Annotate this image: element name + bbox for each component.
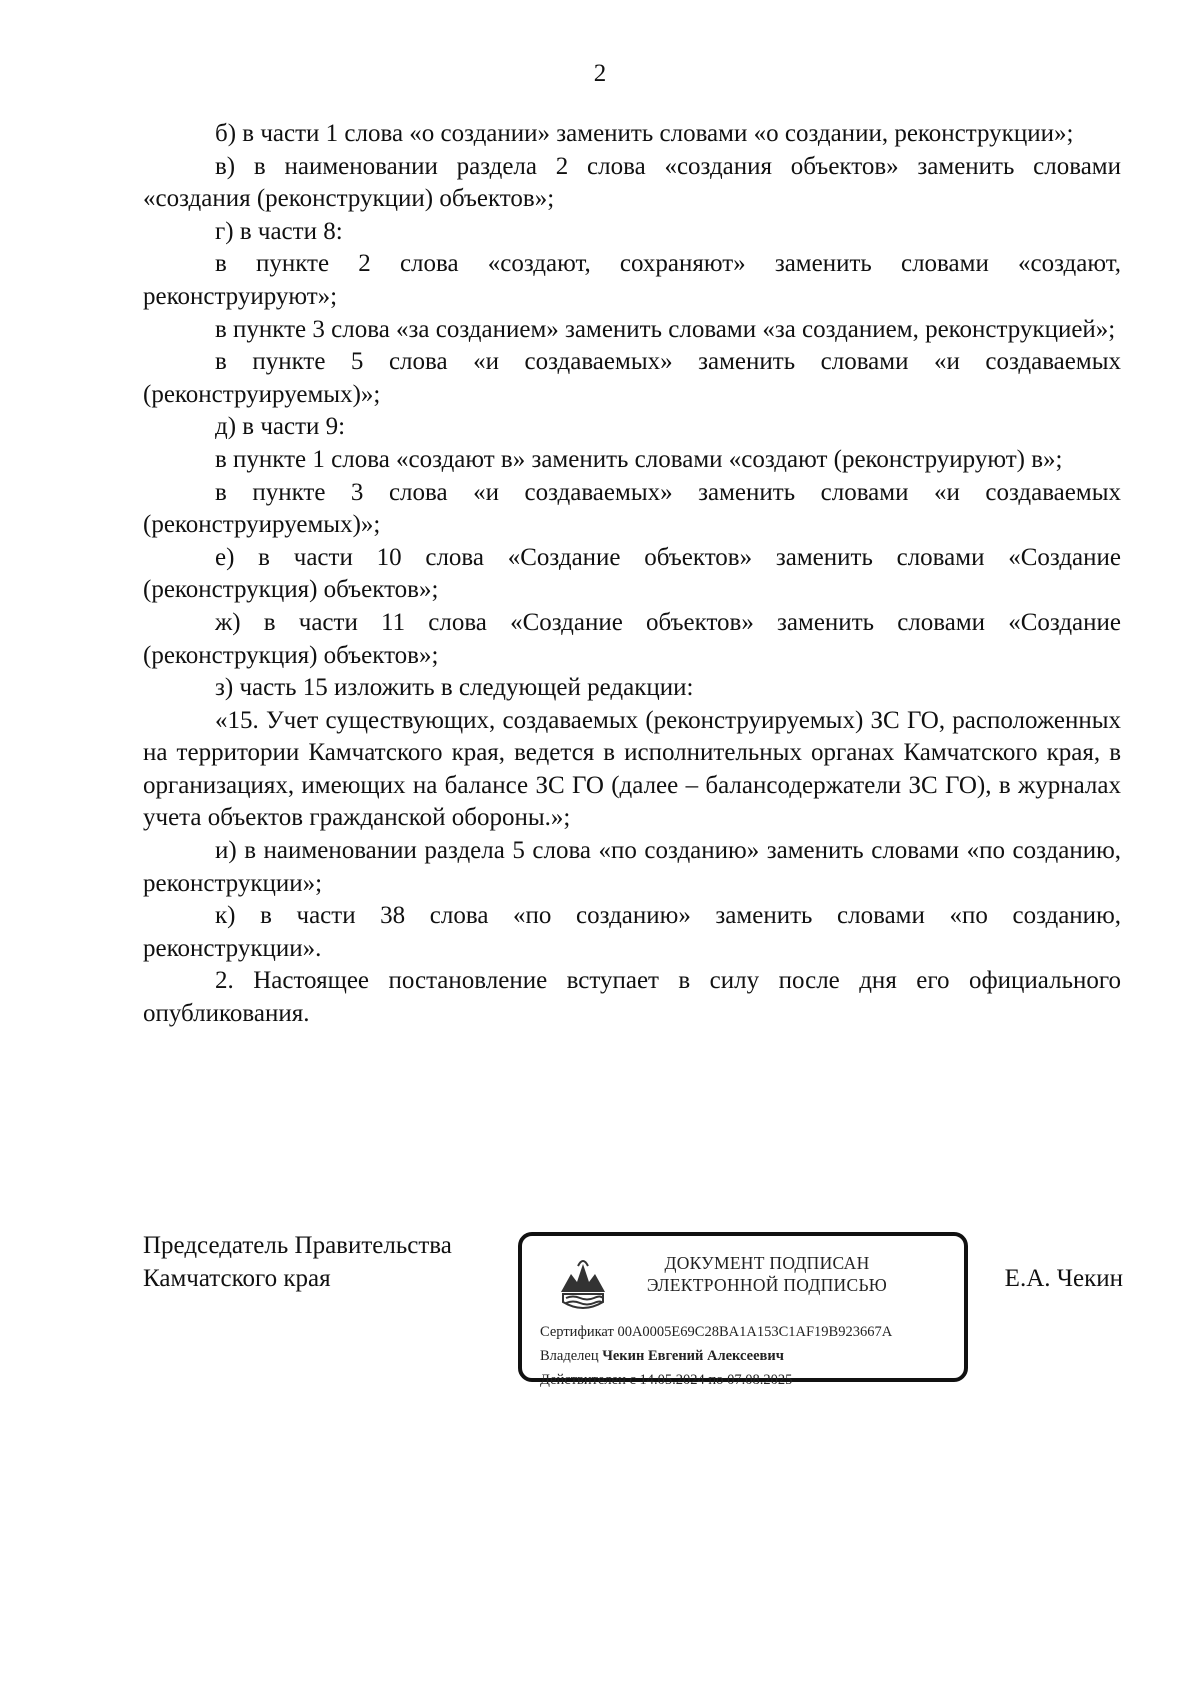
paragraph: в пункте 1 слова «создают в» заменить словами «создают (реконструируют) в»; bbox=[215, 445, 1063, 473]
validity-label: Действителен bbox=[540, 1372, 626, 1388]
paragraph: в пункте 3 слова «за созданием» заменить словами «за созданием, реконструкцией»; bbox=[215, 315, 1116, 343]
stamp-heading bbox=[622, 1252, 912, 1296]
paragraph: б) в части 1 слова «о создании» заменить словами «о создании, реконструкции»; bbox=[215, 120, 1074, 147]
paragraph: г) в части 8: bbox=[215, 217, 343, 245]
paragraph: з) часть 15 изложить в следующей редакции: bbox=[215, 674, 694, 702]
paragraph: ж) в части 11 слова «Создание объектов» заменить словами «Создание (реконструкция) объектов»; bbox=[143, 608, 1121, 669]
validity-row bbox=[540, 1368, 892, 1392]
paragraph: д) в части 9: bbox=[215, 413, 346, 441]
signatory-title-line: Камчатского края bbox=[143, 1264, 331, 1292]
stamp-heading-line: ДОКУМЕНТ ПОДПИСАН bbox=[664, 1253, 870, 1273]
signatory-title bbox=[143, 1230, 452, 1295]
paragraph: и) в наименовании раздела 5 слова «по созданию» заменить словами «по созданию, реконструкции»; bbox=[143, 837, 1121, 897]
signatory-title-line: Председатель Правительства bbox=[143, 1232, 452, 1259]
paragraph: 2. Настоящее постановление вступает в силу после дня его официального опубликования. bbox=[143, 967, 1121, 1028]
owner-row bbox=[540, 1344, 892, 1368]
paragraph: в пункте 3 слова «и создаваемых» заменить словами «и создаваемых (реконструируемых)»; bbox=[143, 478, 1121, 539]
certificate-label: Сертификат bbox=[540, 1324, 614, 1340]
paragraph: е) в части 10 слова «Создание объектов» заменить словами «Создание (реконструкция) объектов»; bbox=[143, 543, 1121, 604]
kamchatka-coat-of-arms-icon bbox=[558, 1256, 608, 1314]
paragraph: к) в части 38 слова «по созданию» заменить словами «по созданию, реконструкции». bbox=[143, 902, 1121, 962]
owner-label: Владелец bbox=[540, 1348, 599, 1364]
certificate-row bbox=[540, 1320, 892, 1344]
signatory-name: Е.А. Чекин bbox=[1004, 1265, 1123, 1292]
paragraph: «15. Учет существующих, создаваемых (реконструируемых) ЗС ГО, расположенных на территории Камчатского края, ведется в исполнительных органах Камчатского края, в организациях, имеющих на балансе ЗС ГО (далее – балансодержатели ЗС ГО), в журналах учета объектов гражданской обороны.»; bbox=[143, 706, 1121, 832]
paragraph: в пункте 5 слова «и создаваемых» заменить словами «и создаваемых (реконструируемых)»; bbox=[143, 348, 1121, 408]
page-number: 2 bbox=[593, 60, 607, 87]
stamp-heading-line: ЭЛЕКТРОННОЙ ПОДПИСЬЮ bbox=[646, 1275, 888, 1295]
validity-to-word: по bbox=[708, 1372, 724, 1388]
validity-from-word: с bbox=[629, 1372, 636, 1388]
owner-value: Чекин Евгений Алексеевич bbox=[602, 1348, 784, 1364]
electronic-signature-stamp bbox=[518, 1232, 968, 1388]
stamp-details bbox=[540, 1320, 892, 1392]
paragraph: в пункте 2 слова «создают, сохраняют» заменить словами «создают, реконструируют»; bbox=[143, 250, 1121, 310]
validity-from-date: 14.05.2024 bbox=[639, 1372, 705, 1388]
paragraph: в) в наименовании раздела 2 слова «создания объектов» заменить словами «создания (реконструкции) объектов»; bbox=[143, 152, 1121, 213]
validity-to-date: 07.08.2025 bbox=[727, 1372, 793, 1388]
signature-block bbox=[143, 1230, 1123, 1390]
document-body bbox=[143, 118, 1121, 1031]
certificate-value: 00A0005E69C28BA1A153C1AF19B923667A bbox=[617, 1324, 893, 1340]
